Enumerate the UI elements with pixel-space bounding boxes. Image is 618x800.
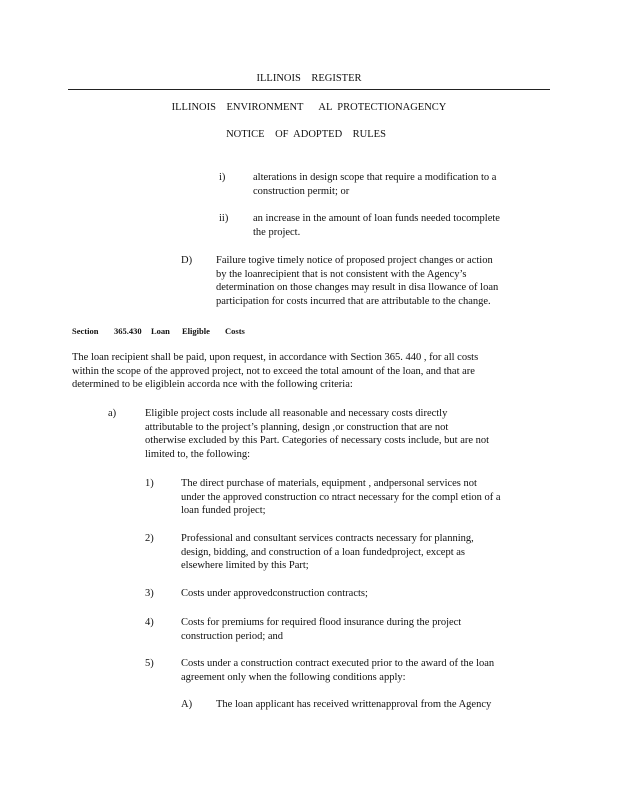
subitem-1-marker: 1) <box>145 478 154 489</box>
subsub-a-text <box>216 698 491 712</box>
agency-name: ILLINOIS ENVIRONMENT AL PROTECTIONAGENCY <box>171 102 447 113</box>
subitem-3-text <box>181 587 368 601</box>
subsub-a-marker: A) <box>181 699 193 710</box>
register-title: ILLINOIS REGISTER <box>256 73 362 84</box>
text-line: loan funded project; <box>181 505 266 516</box>
text-line: Costs under a construction contract executed prior to the award of the loan <box>181 658 495 669</box>
text-line: construction permit; or <box>253 185 350 197</box>
notice-title: NOTICE OF ADOPTED RULES <box>226 129 386 140</box>
subitem-1-text <box>181 477 501 518</box>
section-number: 365.430 <box>114 326 142 336</box>
text-line: Costs for premiums for required flood insurance during the project <box>181 617 462 628</box>
text-line: participation for costs incurred that are attributable to the change. <box>216 295 491 307</box>
item-d-text <box>216 254 498 308</box>
item-a-marker: a) <box>108 408 117 419</box>
item-i-marker: i) <box>219 172 226 183</box>
text-line: Professional and consultant services contracts necessary for planning, <box>181 533 474 544</box>
subitem-5-text <box>181 657 494 684</box>
text-line: Eligible project costs include all reasonable and necessary costs directly <box>145 408 448 419</box>
text-line: by the loanrecipient that is not consistent with the Agency’s <box>216 268 467 280</box>
text-line: the project. <box>253 226 301 238</box>
item-ii-marker: ii) <box>219 213 229 224</box>
section-title-word: Loan <box>151 326 170 336</box>
subitem-4-text <box>181 616 461 643</box>
text-line: under the approved construction co ntract necessary for the compl etion of a <box>181 491 501 503</box>
header-divider <box>68 89 550 90</box>
text-line: alterations in design scope that require a modification to a <box>253 172 497 183</box>
text-line: agreement only when the following conditions apply: <box>181 671 406 683</box>
item-ii-text <box>253 212 500 239</box>
text-line: The loan applicant has received writtenapproval from the Agency <box>216 699 492 710</box>
section-label: Section <box>72 326 99 336</box>
text-line: otherwise excluded by this Part. Categories of necessary costs include, but are not <box>145 435 490 446</box>
subitem-5-marker: 5) <box>145 658 154 669</box>
subitem-2-text <box>181 532 474 573</box>
text-line: construction period; and <box>181 630 284 642</box>
text-line: attributable to the project’s planning, design ,or construction that are not <box>145 421 449 433</box>
section-title-word: Costs <box>225 326 245 336</box>
text-line: The loan recipient shall be paid, upon request, in accordance with Section 365. 440 , for all costs <box>72 352 479 363</box>
item-d-marker: D) <box>181 255 193 266</box>
text-line: Costs under approvedconstruction contracts; <box>181 588 368 599</box>
text-line: The direct purchase of materials, equipment , andpersonal services not <box>181 478 477 489</box>
text-line: an increase in the amount of loan funds needed tocomplete <box>253 213 500 224</box>
text-line: design, bidding, and construction of a loan fundedproject, except as <box>181 546 466 558</box>
text-line: limited to, the following: <box>145 448 250 460</box>
item-i-text <box>253 171 496 198</box>
subitem-2-marker: 2) <box>145 533 154 544</box>
subitem-3-marker: 3) <box>145 588 154 599</box>
subitem-4-marker: 4) <box>145 617 154 628</box>
text-line: within the scope of the approved project, not to exceed the total amount of the loan, and that are <box>72 365 475 377</box>
text-line: Failure togive timely notice of proposed project changes or action <box>216 255 493 266</box>
item-a-text <box>145 407 489 461</box>
text-line: elsewhere limited by this Part; <box>181 560 309 571</box>
text-line: determination on those changes may result in disa llowance of loan <box>216 282 499 293</box>
text-line: determined to be eligiblein accorda nce with the following criteria: <box>72 379 353 390</box>
intro-paragraph <box>72 351 478 392</box>
section-title-word: Eligible <box>182 326 210 336</box>
